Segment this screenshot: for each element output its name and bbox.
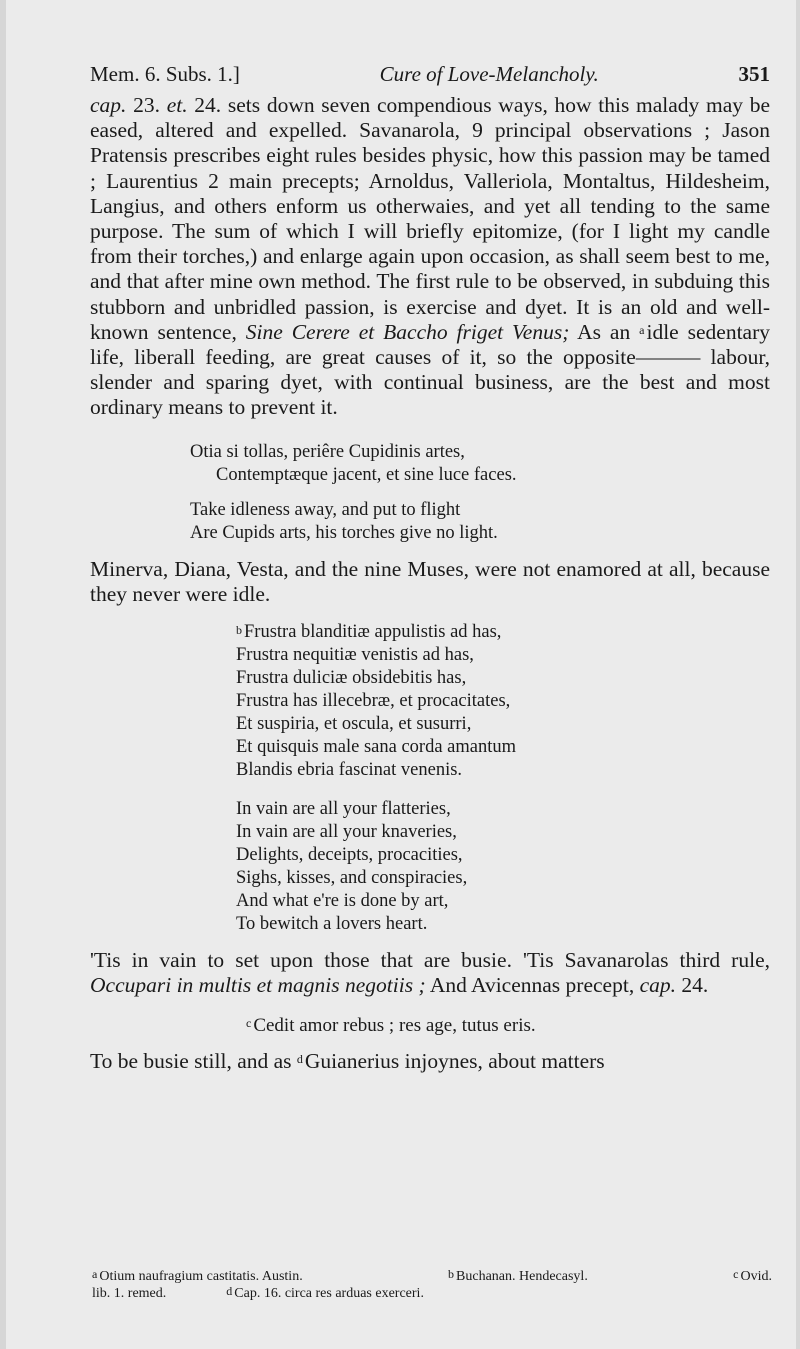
footnote-marker-b: b bbox=[236, 623, 242, 638]
cedit-verse bbox=[246, 1014, 770, 1037]
cap-ref: cap. bbox=[90, 93, 127, 117]
footnote-a-text: Otium naufragium castitatis. Austin. bbox=[99, 1269, 303, 1284]
verse-line: Et suspiria, et oscula, et susurri, bbox=[236, 714, 472, 735]
footnote-a-mark: a bbox=[92, 1267, 98, 1281]
footnote-c bbox=[733, 1268, 772, 1285]
latin-verse-1 bbox=[190, 441, 770, 487]
verse-line: Otia si tollas, periêre Cupidinis artes, bbox=[190, 441, 465, 462]
page-number: 351 bbox=[738, 62, 770, 86]
verse-line: Frustra nequitiæ venistis ad has, bbox=[236, 645, 474, 666]
footnote-b-text: Buchanan. Hendecasyl. bbox=[456, 1269, 588, 1284]
footnote-marker-a: a bbox=[639, 322, 645, 337]
book-page bbox=[6, 0, 796, 1349]
para1-text-a: 23. bbox=[126, 93, 167, 117]
footnote-a bbox=[92, 1268, 303, 1285]
latin-verse-2 bbox=[236, 621, 770, 782]
verse-line: In vain are all your flatteries, bbox=[236, 799, 451, 820]
verse-line-text: Frustra blanditiæ appulistis ad has, bbox=[244, 622, 502, 643]
para1-text-c: As an bbox=[569, 319, 640, 344]
verse-line: Frustra duliciæ obsidebitis has, bbox=[236, 668, 467, 689]
running-header bbox=[90, 62, 770, 87]
footnotes bbox=[92, 1268, 772, 1302]
verse-line: Sighs, kisses, and conspiracies, bbox=[236, 868, 468, 889]
footnote-d-text: Cap. 16. circa res arduas exerceri. bbox=[234, 1286, 424, 1301]
footnote-b-mark: b bbox=[448, 1267, 455, 1281]
verse-line: Delights, deceipts, procacities, bbox=[236, 845, 463, 866]
verse-line bbox=[236, 621, 770, 644]
verse-line: Et quisquis male sana corda amantum bbox=[236, 737, 516, 758]
english-verse-1 bbox=[190, 499, 770, 545]
para4-text-b: Guianerius injoynes, about matters bbox=[304, 1049, 605, 1074]
paragraph-4 bbox=[90, 1049, 770, 1074]
footnote-b bbox=[448, 1268, 588, 1285]
footnote-row-1 bbox=[92, 1268, 772, 1285]
para3-text-a: 'Tis in vain to set upon those that are busie. 'Tis Savanarolas third rule, bbox=[90, 948, 770, 973]
verse-line: Contemptæque jacent, et sine luce faces. bbox=[216, 464, 517, 485]
cap-ref: cap. bbox=[639, 973, 676, 998]
footnote-marker-d: d bbox=[296, 1052, 303, 1067]
para3-text-c: 24. bbox=[676, 973, 709, 998]
para3-text-b: And Avicennas precept, bbox=[425, 973, 640, 998]
latin-phrase: Occupari in multis et magnis negotiis ; bbox=[90, 973, 426, 998]
paragraph-1 bbox=[90, 93, 770, 421]
latin-quote: Sine Cerere et Baccho friget Venus; bbox=[245, 319, 570, 344]
footnote-c-text: Ovid. bbox=[740, 1269, 772, 1284]
footnote-d-mark: d bbox=[226, 1284, 233, 1298]
footnote-marker-c: c bbox=[246, 1016, 252, 1031]
running-title: Cure of Love-Melancholy. bbox=[379, 62, 599, 86]
verse-line: And what e're is done by art, bbox=[236, 891, 449, 912]
paragraph-2: Minerva, Diana, Vesta, and the nine Muses, were not enamored at all, because they never were idle. bbox=[90, 556, 770, 606]
verse-line: In vain are all your knaveries, bbox=[236, 822, 457, 843]
footnote-row-2 bbox=[92, 1285, 772, 1302]
verse-line: Are Cupids arts, his torches give no light. bbox=[190, 522, 498, 543]
footnote-a-continued: lib. 1. remed. bbox=[92, 1286, 167, 1301]
page-content bbox=[90, 62, 770, 1075]
verse-line: Take idleness away, and put to flight bbox=[190, 499, 461, 520]
para1-text-b: 24. sets down seven compendious ways, how this malady may be eased, altered and expelled. Savanarola, 9 principal observations ; Jason Pratensis prescribes eight rules besides physic, how this passion may be tamed ; Laurentius 2 main precepts; Arnoldus, Valleriola, Montaltus, Hildesheim, Langius, and others enform us otherwaies, and yet all tending to the same purpose. The sum of which I will briefly epitomize, (for I light my candle from their torches,) and enlarge again upon occasion, as shall seem best to me, and that after mine own method. The first rule to be observed, in subduing this stubborn and unbridled passion, is exercise and dyet. It is an old and well-known sentence, bbox=[90, 93, 771, 344]
et-ref: et. bbox=[166, 93, 188, 117]
verse-line: To bewitch a lovers heart. bbox=[236, 914, 428, 935]
para1-text-d: idle sedentary life, liberall feeding, are great causes of it, so the opposite——— labour, slender and sparing dyet, with continual business, are the best and most ordinary means to prevent it. bbox=[90, 319, 771, 420]
verse-line: Frustra has illecebræ, et procacitates, bbox=[236, 691, 511, 712]
english-verse-2 bbox=[236, 798, 770, 936]
cedit-text: Cedit amor rebus ; res age, tutus eris. bbox=[253, 1015, 536, 1037]
verse-line: Blandis ebria fascinat venenis. bbox=[236, 760, 463, 781]
footnote-c-mark: c bbox=[733, 1267, 739, 1281]
para4-text-a: To be busie still, and as bbox=[90, 1049, 297, 1074]
section-reference: Mem. 6. Subs. 1.] bbox=[90, 62, 240, 86]
paragraph-3 bbox=[90, 948, 770, 998]
